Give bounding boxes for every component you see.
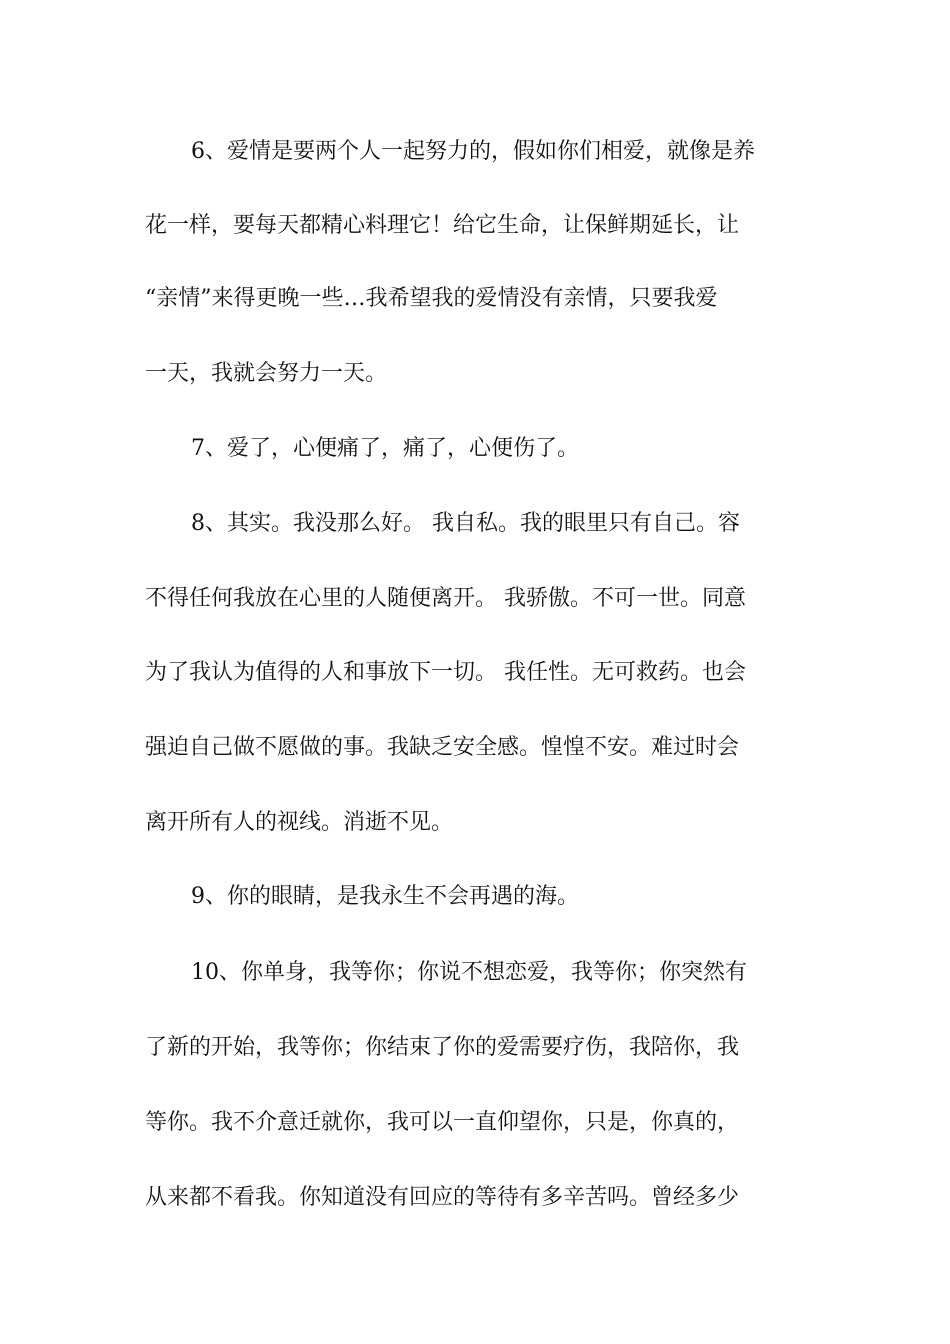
paragraph-10-line-1: 10、你单身，我等你；你说不想恋爱，我等你；你突然有 [191, 960, 747, 985]
paragraph-8-line-1: 8、其实。我没那么好。 我自私。我的眼里只有自己。容 [191, 511, 740, 536]
paragraph-8-line-3: 为了我认为值得的人和事放下一切。 我任性。无可救药。也会 [145, 660, 746, 685]
paragraph-8-line-4: 强迫自己做不愿做的事。我缺乏安全感。惶惶不安。难过时会 [145, 735, 740, 760]
paragraph-6-line-2: 花一样，要每天都精心料理它！给它生命，让保鲜期延长，让 [145, 213, 740, 238]
paragraph-6-line-4: 一天，我就会努力一天。 [145, 361, 388, 386]
paragraph-10-line-4: 从来都不看我。你知道没有回应的等待有多辛苦吗。曾经多少 [145, 1185, 740, 1210]
paragraph-6-line-1: 6、爱情是要两个人一起努力的，假如你们相爱，就像是养 [191, 139, 755, 164]
paragraph-10-line-3: 等你。我不介意迁就你，我可以一直仰望你，只是，你真的， [145, 1110, 740, 1135]
paragraph-9-line-1: 9、你的眼睛，是我永生不会再遇的海。 [191, 884, 579, 909]
paragraph-8-line-5: 离开所有人的视线。消逝不见。 [145, 810, 454, 835]
paragraph-6-line-3: “亲情”来得更晚一些…我希望我的爱情没有亲情，只要我爱 [145, 286, 718, 311]
paragraph-10-line-2: 了新的开始，我等你；你结束了你的爱需要疗伤，我陪你，我 [145, 1035, 740, 1060]
paragraph-7-line-1: 7、爱了，心便痛了，痛了，心便伤了。 [191, 436, 579, 461]
paragraph-8-line-2: 不得任何我放在心里的人随便离开。 我骄傲。不可一世。同意 [145, 586, 746, 611]
